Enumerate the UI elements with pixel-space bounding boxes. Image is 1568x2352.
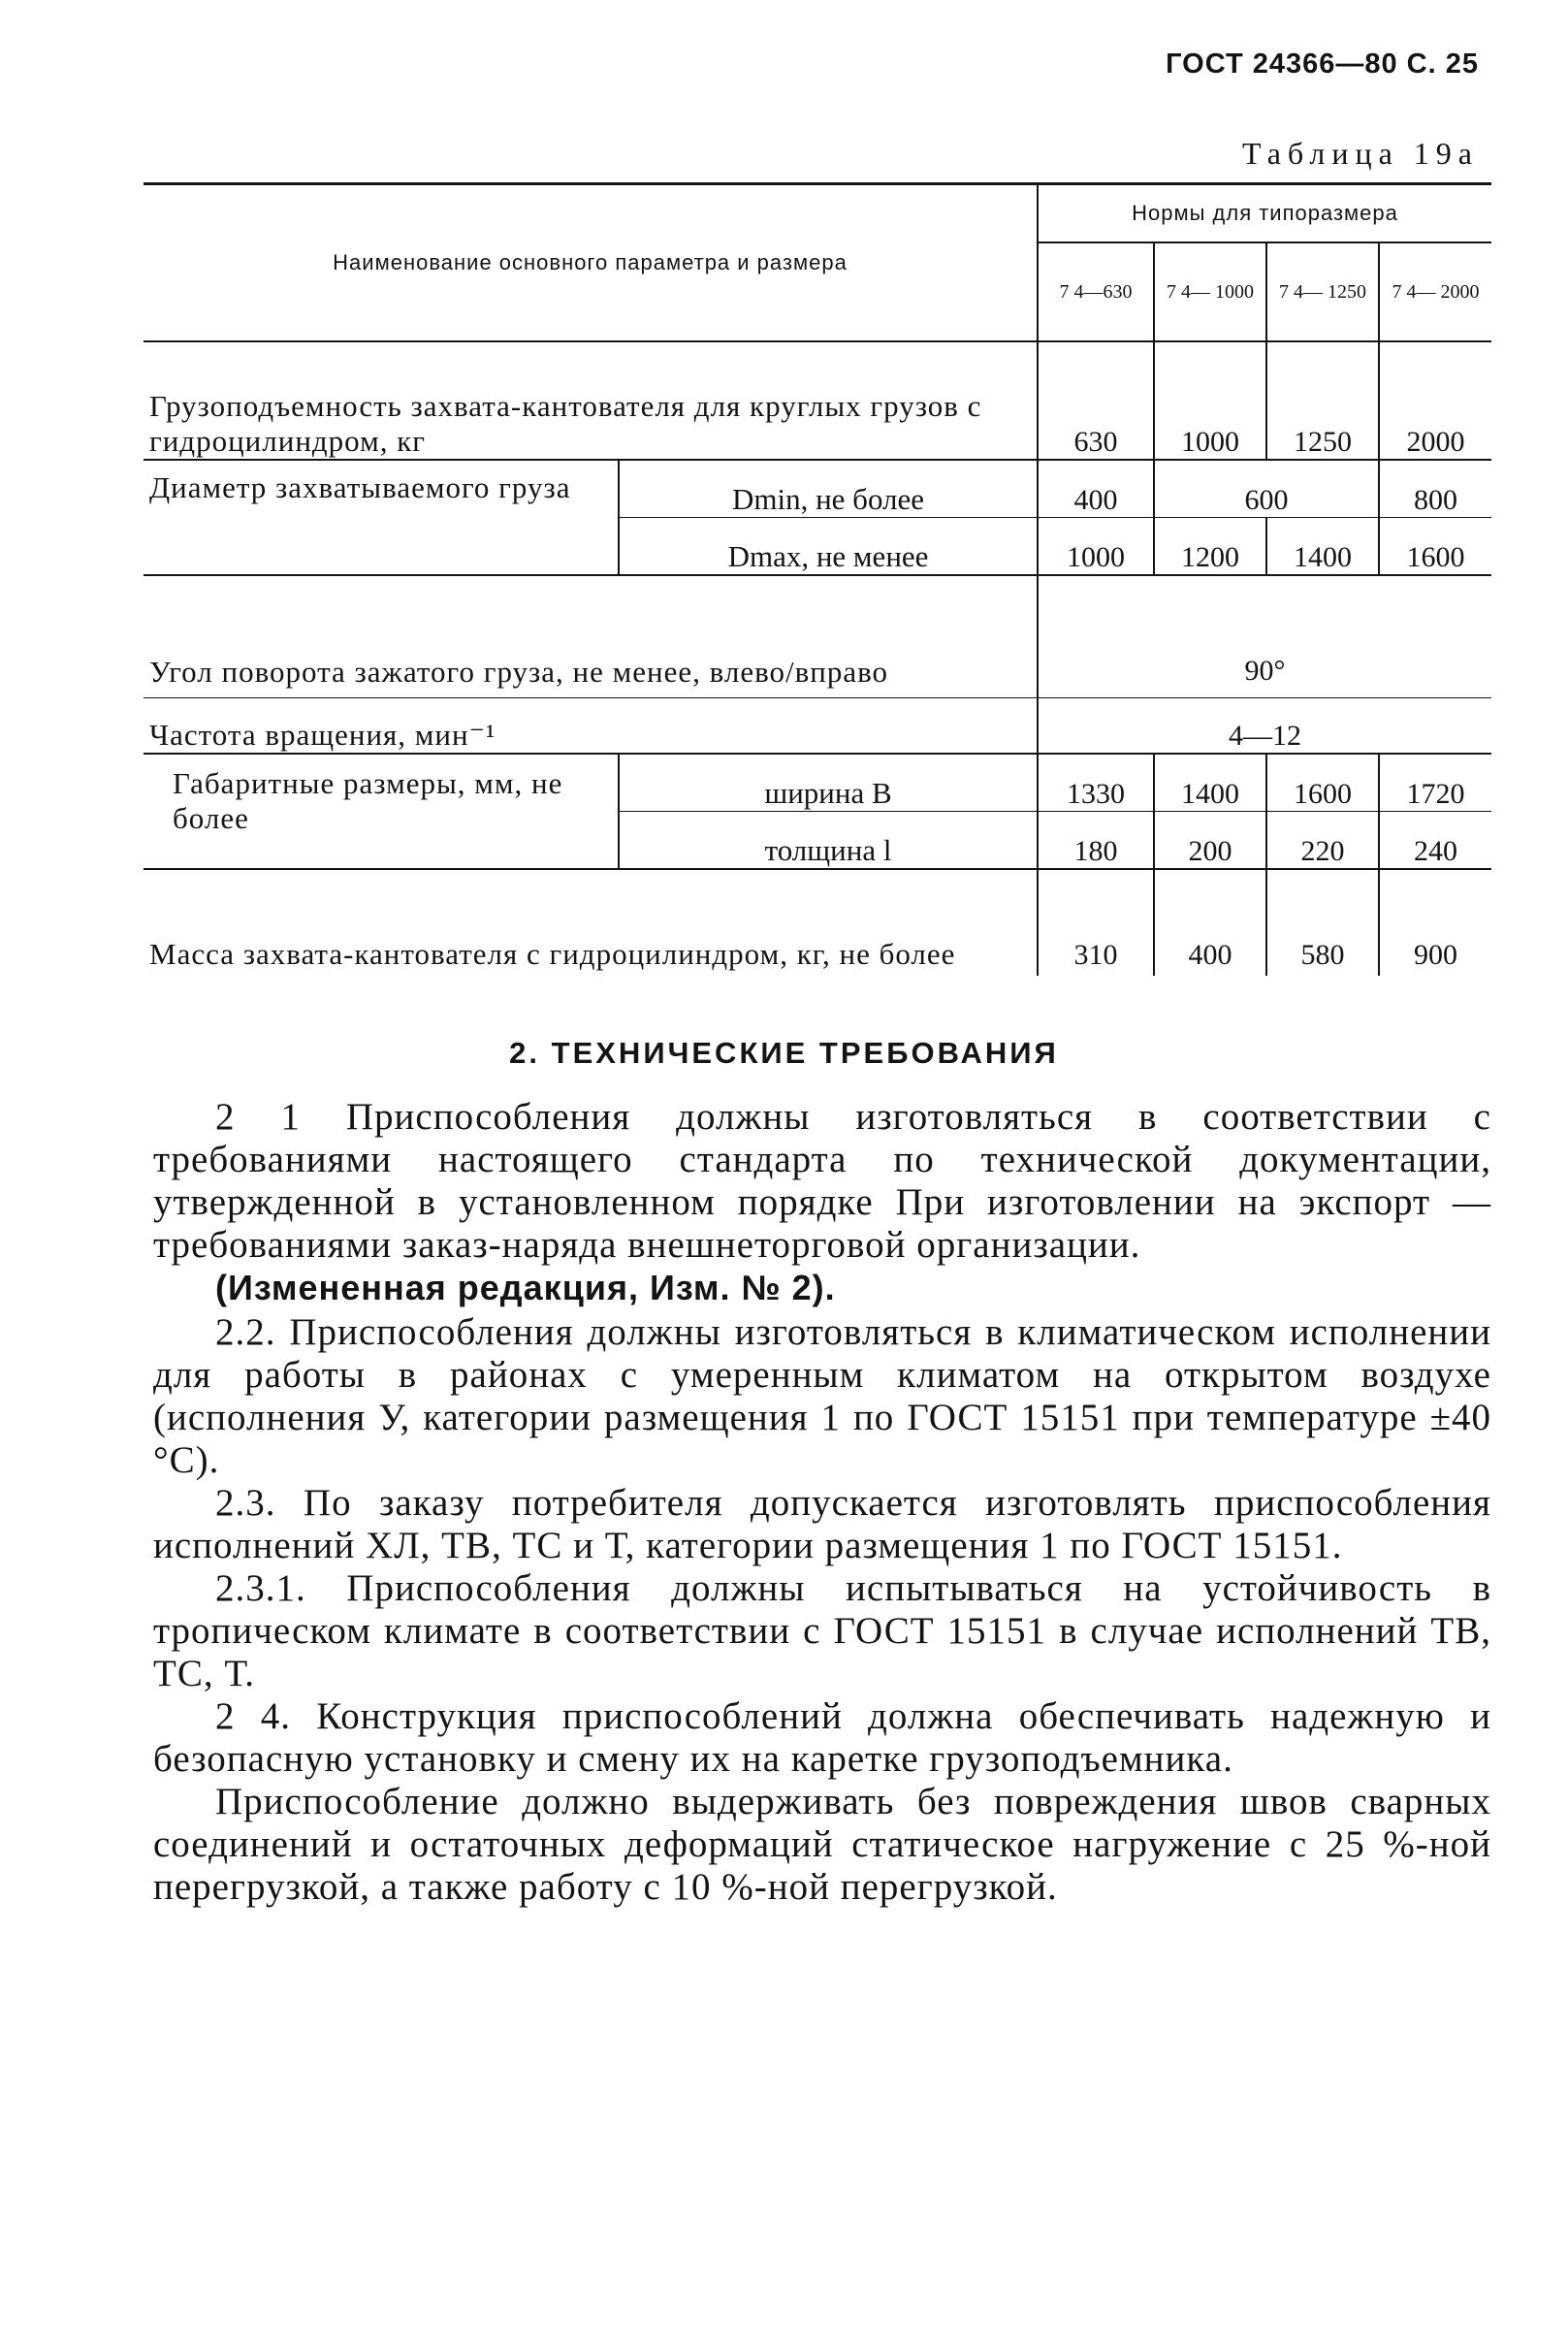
- mass-value: 900: [1379, 869, 1491, 976]
- capacity-value: 2000: [1379, 341, 1491, 460]
- mass-value: 400: [1154, 869, 1266, 976]
- table-row: [144, 869, 1491, 976]
- table-row: [144, 697, 1491, 754]
- header-norms: Нормы для типоразмера: [1038, 184, 1491, 243]
- thickness-value: 220: [1266, 812, 1379, 870]
- mass-label: Масса захвата-кантователя с гидроцилиндром, кг, не более: [149, 937, 956, 971]
- thickness-value: 180: [1038, 812, 1154, 870]
- dmin-value: 600: [1154, 460, 1379, 518]
- dimensions-label: Габаритные размеры, мм, не более: [144, 754, 619, 869]
- capacity-value: 630: [1038, 341, 1154, 460]
- width-value: 1600: [1266, 754, 1379, 812]
- angle-value: 90°: [1038, 575, 1491, 697]
- width-value: 1720: [1379, 754, 1491, 812]
- table-row: [144, 341, 1491, 460]
- width-value: 1330: [1038, 754, 1154, 812]
- header-parameter-name: Наименование основного параметра и размера: [144, 184, 1038, 342]
- dmin-value: 800: [1379, 460, 1491, 518]
- amendment-note: (Измененная редакция, Изм. № 2).: [215, 1268, 836, 1307]
- mass-value: 310: [1038, 869, 1154, 976]
- table-row: [144, 460, 1491, 518]
- dmax-label: Dmax, не менее: [619, 518, 1038, 576]
- paragraph: 2.3.1. Приспособления должны испытываться на устойчивость в тропическом климате в соответствии с ГОСТ 15151 в случае исполнений ТВ, ТС, Т.: [153, 1567, 1491, 1694]
- size-header: 7 4— 1250: [1266, 242, 1379, 341]
- page-header: ГОСТ 24366—80 С. 25: [1166, 48, 1479, 80]
- dmin-label: Dmin, не более: [619, 460, 1038, 518]
- dmax-value: 1600: [1379, 518, 1491, 576]
- table-row: [144, 754, 1491, 812]
- size-header: 7 4—630: [1038, 242, 1154, 341]
- table-row: [144, 575, 1491, 697]
- section-body: [153, 1096, 1491, 1909]
- capacity-value: 1000: [1154, 341, 1266, 460]
- capacity-value: 1250: [1266, 341, 1379, 460]
- paragraph: Приспособление должно выдерживать без повреждения швов сварных соединений и остаточных деформаций статическое нагружение с 25 %-ной перегрузкой, а также работу с 10 %-ной перегрузкой.: [153, 1781, 1491, 1908]
- table-label: Таблица 19а: [1241, 136, 1479, 171]
- thickness-value: 240: [1379, 812, 1491, 870]
- frequency-label: Частота вращения, мин⁻¹: [144, 697, 1038, 754]
- dmax-value: 1400: [1266, 518, 1379, 576]
- paragraph: 2.2. Приспособления должны изготовляться в климатическом исполнении для работы в районах с умеренным климатом на открытом воздухе (исполнения У, категории размещения 1 по ГОСТ 15151 при температуре ±40 °С).: [153, 1311, 1491, 1481]
- paragraph: 2 1 Приспособления должны изготовляться в соответствии с требованиями настоящего стандарта по технической документации, утвержденной в установленном порядке При изготовлении на экспорт — требованиями заказ-наряда внешнеторговой организации.: [153, 1096, 1491, 1266]
- section-title: 2. ТЕХНИЧЕСКИЕ ТРЕБОВАНИЯ: [509, 1036, 1059, 1070]
- frequency-value: 4—12: [1038, 697, 1491, 754]
- dmin-value: 400: [1038, 460, 1154, 518]
- size-header: 7 4— 1000: [1154, 242, 1266, 341]
- angle-label: Угол поворота зажатого груза, не менее, влево/вправо: [144, 575, 1038, 697]
- dmax-value: 1200: [1154, 518, 1266, 576]
- mass-value: 580: [1266, 869, 1379, 976]
- thickness-label: толщина l: [619, 812, 1038, 870]
- paragraph: 2 4. Конструкция приспособлений должна обеспечивать надежную и безопасную установку и смену их на каретке грузоподъемника.: [153, 1695, 1491, 1780]
- size-header: 7 4— 2000: [1379, 242, 1491, 341]
- capacity-label: Грузоподъемность захвата-кантователя для круглых грузов с гидроцилиндром, кг: [144, 341, 1038, 460]
- width-value: 1400: [1154, 754, 1266, 812]
- thickness-value: 200: [1154, 812, 1266, 870]
- dmax-value: 1000: [1038, 518, 1154, 576]
- paragraph: 2.3. По заказу потребителя допускается изготовлять приспособления исполнений ХЛ, ТВ, ТС и Т, категории размещения 1 по ГОСТ 15151.: [153, 1482, 1491, 1566]
- diameter-label: Диаметр захватываемого груза: [144, 460, 619, 575]
- parameters-table: [144, 182, 1491, 976]
- width-label: ширина B: [619, 754, 1038, 812]
